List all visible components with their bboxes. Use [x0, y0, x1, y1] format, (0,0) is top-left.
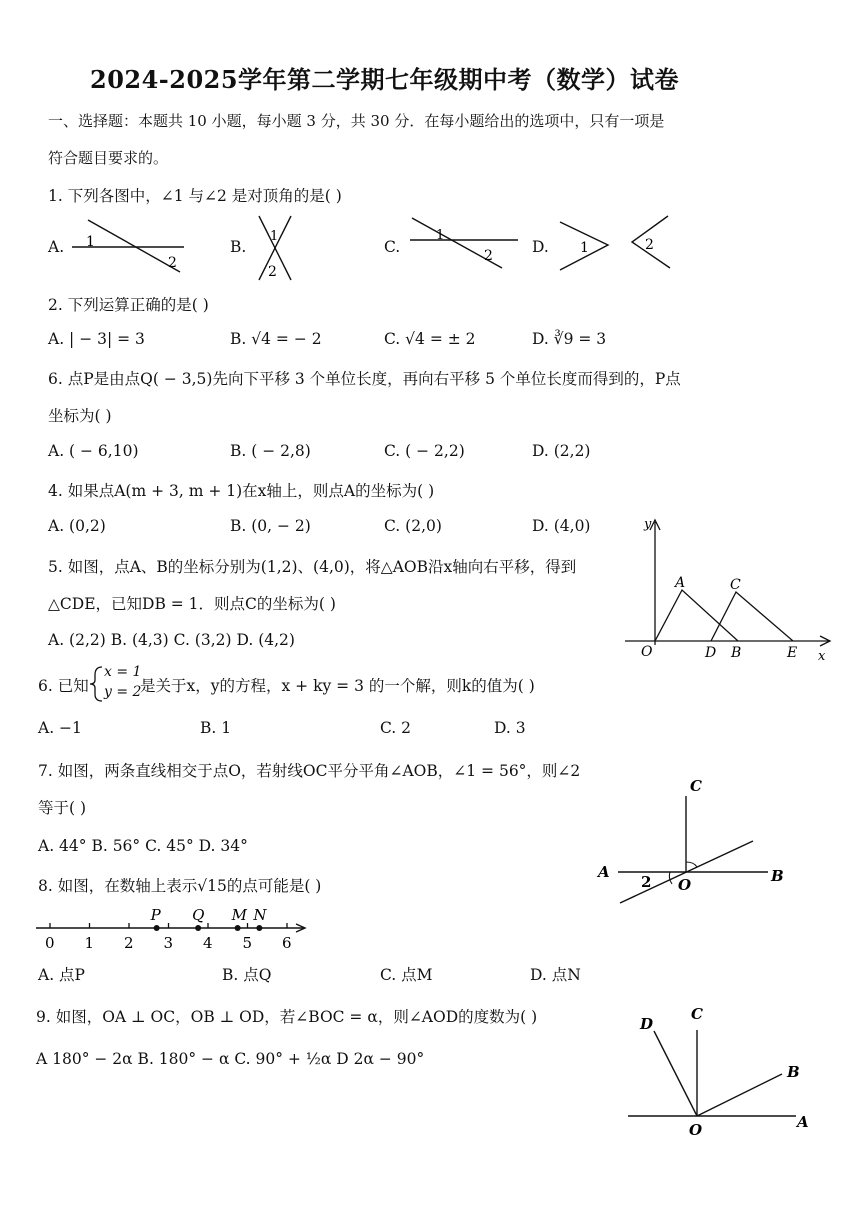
- q6-option-b: B. 1: [200, 719, 232, 737]
- q5-options: A. (2,2) B. (4,3) C. (3,2) D. (4,2): [48, 631, 295, 649]
- svg-text:A: A: [675, 575, 686, 591]
- q3-stem: 6. 点P是由点Q( − 3,5)先向下平移 3 个单位长度，再向右平移 5 个单位长度而得到的，P点: [48, 370, 681, 388]
- svg-text:O: O: [689, 1121, 703, 1139]
- q3-option-b: B. ( − 2,8): [230, 442, 311, 460]
- svg-text:C: C: [730, 577, 741, 593]
- section-heading-line2: 符合题目要求的。: [48, 149, 169, 167]
- q8-option-c: C. 点M: [380, 966, 433, 984]
- q4-stem: 4. 如果点A(m + 3, m + 1)在x轴上，则点A的坐标为( ): [48, 482, 435, 500]
- number-line-point-label: N: [253, 906, 267, 924]
- svg-text:1: 1: [580, 240, 589, 256]
- svg-text:2: 2: [641, 873, 652, 891]
- svg-text:x: x: [818, 649, 826, 664]
- q2-option-b: B. √4 = − 2: [230, 330, 322, 348]
- number-line-tick-label: 1: [84, 934, 95, 952]
- q4-option-b: B. (0, − 2): [230, 517, 311, 535]
- svg-text:A: A: [598, 863, 610, 881]
- exam-title: 2024-2025学年第二学期七年级期中考（数学）试卷: [90, 65, 680, 94]
- number-line-tick-label: 2: [124, 934, 134, 952]
- number-line-point-label: Q: [192, 906, 205, 924]
- svg-text:2: 2: [645, 237, 654, 253]
- svg-text:D: D: [705, 645, 717, 661]
- svg-text:B: B: [787, 1063, 800, 1081]
- q4-option-c: C. (2,0): [384, 517, 442, 535]
- svg-text:O: O: [641, 644, 653, 660]
- number-line-tick-label: 5: [242, 934, 253, 952]
- svg-text:C: C: [690, 777, 702, 795]
- q4-option-d: D. (4,0): [532, 517, 591, 535]
- svg-text:y: y: [644, 517, 652, 532]
- q3-option-c: C. ( − 2,2): [384, 442, 465, 460]
- q7-stem-line2: 等于( ): [38, 799, 87, 817]
- q7-stem: 7. 如图，两条直线相交于点O，若射线OC平分平角∠AOB，∠1 = 56°，则∠2: [38, 762, 581, 780]
- svg-text:1: 1: [270, 229, 279, 244]
- number-line-point-label: P: [150, 906, 161, 924]
- svg-text:B: B: [731, 645, 742, 661]
- number-line-tick-label: 4: [203, 934, 213, 952]
- q2-stem: 2. 下列运算正确的是( ): [48, 296, 209, 314]
- q3-option-a: A. ( − 6,10): [48, 442, 139, 460]
- number-line-tick-label: 6: [282, 934, 292, 952]
- q6-system-line1: x = 1: [104, 664, 142, 680]
- q1-option-c: C.: [384, 238, 401, 256]
- svg-text:2: 2: [168, 255, 177, 271]
- q5-stem: 5. 如图，点A、B的坐标分别为(1,2)、(4,0)，将△AOB沿x轴向右平移，得到: [48, 558, 577, 576]
- q8-option-a: A. 点P: [38, 966, 85, 984]
- svg-text:E: E: [787, 645, 798, 661]
- q1-option-b: B.: [230, 238, 247, 256]
- svg-text:1: 1: [436, 228, 445, 243]
- q7-options: A. 44° B. 56° C. 45° D. 34°: [38, 837, 248, 855]
- q1-option-a: A.: [48, 238, 65, 256]
- q6-option-d: D. 3: [494, 719, 526, 737]
- q5-stem-line2: △CDE，已知DB = 1．则点C的坐标为( ): [48, 595, 336, 613]
- number-line-point-label: M: [231, 906, 247, 924]
- q6-number: 6. 已知: [38, 677, 89, 695]
- q9-options: A 180° − 2α B. 180° − α C. 90° + ½α D 2α − 90°: [36, 1050, 425, 1068]
- q3-option-d: D. (2,2): [532, 442, 591, 460]
- q2-option-d: D. ∛9 = 3: [532, 330, 607, 348]
- number-line-tick-label: 0: [45, 934, 55, 952]
- q6-system-line2: y = 2: [104, 684, 142, 700]
- svg-text:D: D: [640, 1015, 654, 1033]
- number-line-tick-label: 3: [163, 934, 174, 952]
- svg-text:C: C: [691, 1005, 703, 1023]
- section-heading-line1: 一、选择题：本题共 10 小题，每小题 3 分，共 30 分．在每小题给出的选项中，只有一项是: [48, 112, 665, 130]
- q6-stem-rest: 是关于x，y的方程，x + ky = 3 的一个解，则k的值为( ): [140, 677, 535, 695]
- svg-text:2: 2: [268, 264, 277, 280]
- q2-option-a: A. | − 3| = 3: [48, 330, 145, 348]
- q4-option-a: A. (0,2): [48, 517, 106, 535]
- q9-stem: 9. 如图，OA ⊥ OC，OB ⊥ OD，若∠BOC = α，则∠AOD的度数为( ): [36, 1008, 538, 1026]
- svg-text:A: A: [797, 1113, 809, 1131]
- svg-text:1: 1: [86, 234, 95, 250]
- svg-text:2: 2: [484, 248, 493, 264]
- q6-option-a: A. −1: [38, 719, 82, 737]
- q3-stem-line2: 坐标为( ): [48, 407, 112, 425]
- svg-text:O: O: [678, 876, 692, 894]
- q8-stem: 8. 如图，在数轴上表示√15的点可能是( ): [38, 877, 322, 895]
- q8-option-b: B. 点Q: [222, 966, 272, 984]
- q8-option-d: D. 点N: [530, 966, 581, 984]
- q6-option-c: C. 2: [380, 719, 412, 737]
- q2-option-c: C. √4 = ± 2: [384, 330, 476, 348]
- svg-text:B: B: [771, 867, 784, 885]
- q1-stem: 1. 下列各图中，∠1 与∠2 是对顶角的是( ): [48, 187, 342, 205]
- q1-option-d: D.: [532, 238, 549, 256]
